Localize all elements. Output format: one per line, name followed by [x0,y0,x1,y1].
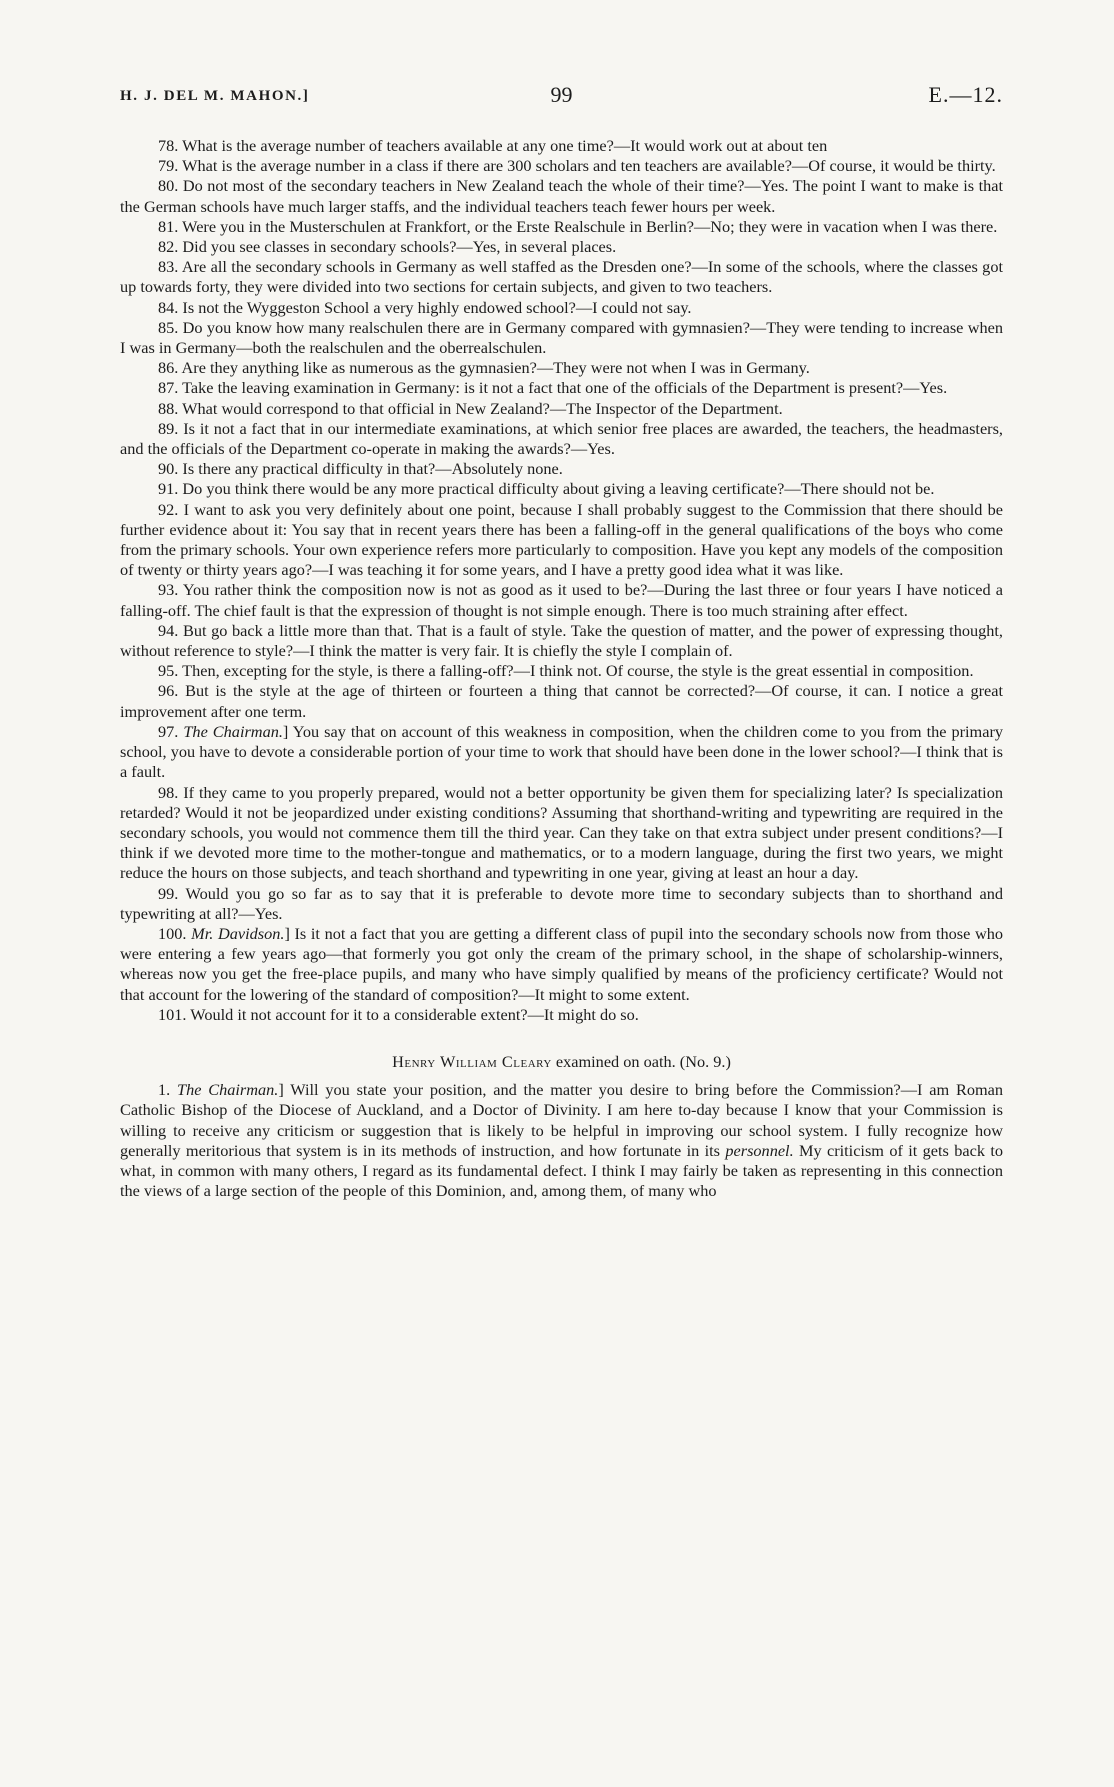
question-80: 80. Do not most of the secondary teachers in New Zealand teach the whole of their time?—Yes. The point I want to make is that the German schools have much larger staffs, and the individual teachers teach fewer hours per week. [120,176,1003,216]
speaker-name: The Chairman. [183,721,283,741]
document-reference: E.—12. [928,82,1003,107]
question-text: ] Is it not a fact that you are getting a different class of pupil into the secondary schools now from those who were entering a few years ago—that formerly you got only the cream of the primary school, in the shape of scholarship-winners, whereas now you get the free-place pupils, and many who have simply qualified by means of the proficiency certificate? Would not that account for the lowering of the standard of composition?—It might to some extent. [120,923,1004,1004]
question-101: 101. Would it not account for it to a considerable extent?—It might do so. [158,1004,639,1024]
witness-question-1 [120,1080,1003,1201]
question-89: 89. Is it not a fact that in our intermediate examinations, at which senior free places are awarded, the teachers, the headmasters, and the officials of the Department co-operate in making the awards?—Yes. [120,418,1003,459]
witness-heading [120,1052,1003,1072]
header-witness-name: H. J. DEL M. MAHON.] [120,88,310,104]
answer-text: My criticism of it gets back to what, in common with many others, I regard as its fundamental defect. I think I may fairly be taken as representing in this connection the views of a large section of the people of this Dominion, and, among them, of many who [120,1140,1003,1201]
question-79: 79. What is the average number in a class if there are 300 scholars and ten teachers are available?—Of course, it would be thirty. [158,156,996,176]
question-91: 91. Do you think there would be any more practical difficulty about giving a leaving certificate?—There should not be. [158,479,935,499]
question-93: 93. You rather think the composition now is not as good as it used to be?—During the last three or four years I have noticed a falling-off. The chief fault is that the expression of thought is not simple enough. There is too much straining after effect. [120,580,1003,620]
question-83: 83. Are all the secondary schools in Germany as well staffed as the Dresden one?—In some of the schools, where the classes got up towards forty, they were divided into two sections for certain subjects, and given to two teachers. [120,257,1003,297]
question-92: 92. I want to ask you very definitely about one point, because I shall probably suggest to the Commission that there should be further evidence about it: You say that in recent years there has been a falling-off in the general qualifications of the boys who come from the primary schools. Your own experience refers more particularly to composition. Have you kept any models of the composition of twenty or thirty years ago?—I was teaching it for some years, and I have a pretty good idea what it was like. [120,499,1003,580]
speaker-name: The Chairman. [177,1080,279,1100]
question-94: 94. But go back a little more than that. That is a fault of style. Take the question of matter, and the power of expressing thought, without reference to style?—I think the matter is very fair. It is chiefly the style I complain of. [120,620,1003,661]
italic-term: personnel. [725,1140,794,1160]
question-97 [120,722,1003,783]
page-body [120,136,1003,1201]
witness-name: Henry William Cleary [392,1051,552,1071]
question-96: 96. But is the style at the age of thirteen or fourteen a thing that cannot be corrected?—Of course, it can. I notice a great improvement after one term. [120,681,1003,721]
page-header [120,84,1003,114]
page-number: 99 [550,82,573,107]
question-78: 78. What is the average number of teachers available at any one time?—It would work out at about ten [158,136,828,155]
question-82: 82. Did you see classes in secondary schools?—Yes, in several places. [158,237,617,257]
question-95: 95. Then, excepting for the style, is there a falling-off?—I think not. Of course, the style is the great essential in composition. [158,661,974,681]
question-84: 84. Is not the Wyggeston School a very highly endowed school?—I could not say. [158,297,692,317]
question-88: 88. What would correspond to that official in New Zealand?—The Inspector of the Department. [158,398,783,418]
question-text: ] You say that on account of this weakness in composition, when the children come to you from the primary school, you have to devote a considerable portion of your time to work that should have been done in the lower school?—I think that is a fault. [120,721,1004,782]
question-98: 98. If they came to you properly prepared, would not a better opportunity be given them for specializing later? Is specialization retarded? Would it not be jeopardized under existing conditions? Assuming that shorthand-writing and typewriting are required in the secondary schools, you would not commence them till the third year. Can they take on that extra subject under present conditions?—I think if we devoted more time to the mother-tongue and mathematics, or to a modern language, during the first two years, we might reduce the hours on those subjects, and teach shorthand and typewriting in one year, giving at least an hour a day. [120,782,1003,883]
question-number: 1. [158,1080,178,1100]
speaker-name: Mr. Davidson. [191,923,285,943]
question-85: 85. Do you know how many realschulen there are in Germany compared with gymnasien?—They were tending to increase when I was in Germany—both the realschulen and the oberrealschulen. [120,317,1003,358]
question-90: 90. Is there any practical difficulty in that?—Absolutely none. [158,459,563,479]
witness-heading-rest: examined on oath. (No. 9.) [551,1051,731,1071]
question-86: 86. Are they anything like as numerous as the gymnasien?—They were not when I was in Germany. [158,358,810,378]
question-number: 100. [158,923,192,943]
question-87: 87. Take the leaving examination in Germany: is it not a fact that one of the officials of the Department is present?—Yes. [158,378,948,398]
question-81: 81. Were you in the Musterschulen at Frankfort, or the Erste Realschule in Berlin?—No; they were in vacation when I was there. [158,216,998,236]
question-100 [120,924,1003,1005]
question-text: ] Will you state your position, and the matter you desire to bring before the Commission?—I am Roman Catholic Bishop of the Diocese of Auckland, and a Doctor of Divinity. I am here to-day because I know that your Commission is willing to receive any criticism or suggestion that is likely to be helpful in improving our school system. I fully recognize how generally meritorious that system is in its methods of instruction, and how fortunate in its [120,1080,1003,1160]
question-99: 99. Would you go so far as to say that it is preferable to devote more time to secondary subjects than to shorthand and typewriting at all?—Yes. [120,883,1003,923]
question-number: 97. [158,721,184,741]
